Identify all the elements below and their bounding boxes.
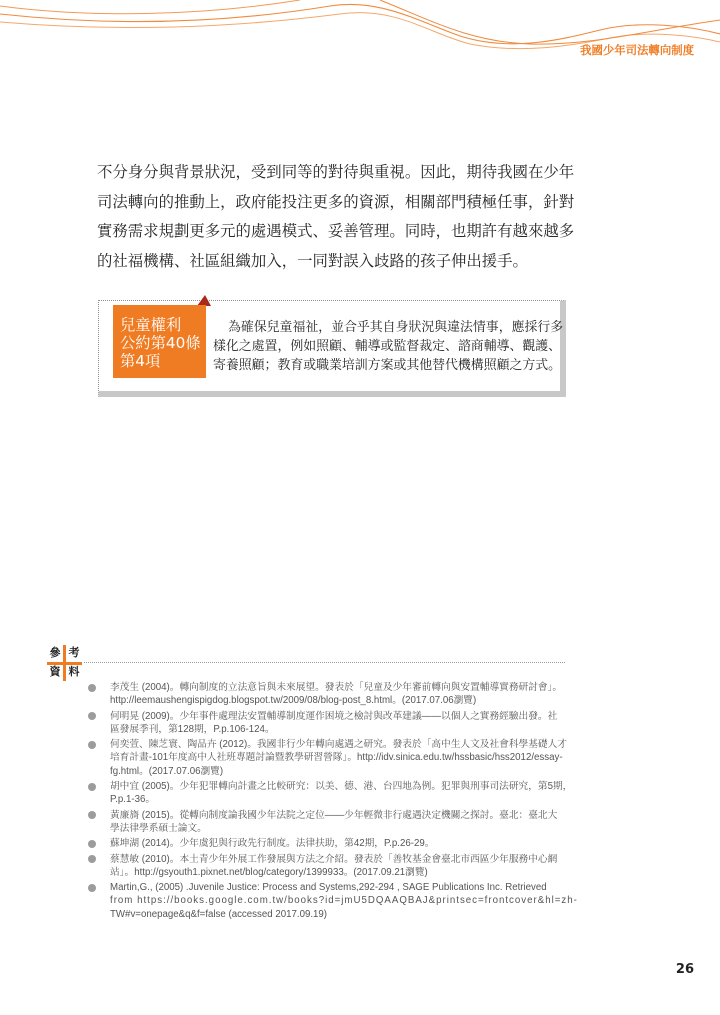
reference-text (110, 881, 578, 921)
reference-item (88, 738, 578, 778)
reference-line: P.p.1-36。 (110, 794, 156, 806)
bullet-dot (88, 783, 96, 791)
heading-char: 參 (49, 646, 61, 659)
reference-line: http://leemaushengispigdog.blogspot.tw/2009/08/blog-post_8.html。(2017.07.06瀏覽) (110, 695, 477, 707)
reference-line: 培育計畫-101年度高中人社班專題討論暨教學研習營隊」。http://idv.sinica.edu.tw/hssbasic/hss2012/essay- (110, 752, 563, 764)
reference-line: fg.html。(2017.07.06瀏覽) (110, 765, 224, 777)
reference-line: 何奕萱、陳芝寰、陶品卉 (2012)。我國非行少年轉向處遇之研究。發表於「高中生人文及社會科學基礎人才 (110, 739, 567, 751)
bullet-dot (88, 811, 96, 819)
callout-label-line: 公約第40條 (120, 334, 201, 352)
reference-list (88, 681, 578, 923)
callout-label-line: 兒童權利 (120, 316, 182, 334)
running-header-title: 我國少年司法轉向制度 (580, 43, 694, 57)
callout-text-line: 寄養照顧；教育或職業培訓方案或其他替代機構照顧之方式。 (213, 358, 562, 373)
heading-char: 考 (68, 646, 80, 659)
reference-text (110, 853, 557, 880)
bullet-dot (88, 840, 96, 848)
reference-line: Martin,G., (2005) .Juvenile Justice: Process and Systems,292-294 , SAGE Publications Inc. Retrieved (110, 882, 547, 894)
body-paragraph (97, 158, 574, 276)
reference-item (88, 881, 578, 921)
reference-line: 何明晃 (2009)。少年事件處理法安置輔導制度運作困境之檢討與改革建議——以個人之實務經驗出發。社 (110, 710, 558, 722)
reference-text (110, 738, 567, 778)
reference-item (88, 853, 578, 880)
reference-line: 蔡慧敏 (2010)。本土青少年外展工作發展與方法之介紹。發表於「善牧基金會臺北市西區少年服務中心網 (110, 853, 558, 865)
reference-item (88, 681, 578, 708)
paragraph-line: 司法轉向的推動上，政府能投注更多的資源，相關部門積極任事，針對 (97, 192, 575, 211)
bullet-dot (88, 855, 96, 863)
references-divider (84, 662, 565, 663)
reference-line: 李茂生 (2004)。轉向制度的立法意旨與未來展望。發表於「兒童及少年審前轉向與安置輔導實務研討會」。 (110, 682, 563, 693)
reference-item (88, 809, 578, 836)
paragraph-line: 不分身分與背景狀況，受到同等的對待與重視。因此，期待我國在少年 (97, 163, 575, 181)
decorative-wave-lines (0, 0, 720, 70)
reference-line: 黃廉旖 (2015)。從轉向制度論我國少年法院之定位——少年輕微非行處遇決定機關之探討。臺北：臺北大 (110, 809, 558, 821)
reference-text (110, 710, 557, 737)
reference-item (88, 837, 578, 850)
reference-line: 胡中宜 (2005)。少年犯罪轉向計畫之比較研究：以美、德、港、台四地為例。犯罪與刑事司法研究，第5期， (110, 781, 573, 793)
paragraph-line: 的社福機構、社區組織加入，一同對誤入歧路的孩子伸出援手。 (97, 251, 528, 270)
references-heading (47, 645, 82, 681)
page-number: 26 (675, 962, 694, 977)
bullet-dot (88, 741, 96, 749)
callout-text-line: 為確保兒童福祉，並合乎其自身狀況與違法情事，應採行多 (228, 320, 564, 335)
reference-line: 站」。http://gsyouth1.pixnet.net/blog/category/1399933。(2017.09.21瀏覽) (110, 866, 428, 878)
bullet-dot (88, 684, 96, 692)
heading-char: 料 (68, 665, 80, 678)
reference-line: from https://books.google.com.tw/books?id=jmU5DQAAQBAJ&printsec=frontcover&hl=zh- (110, 895, 578, 907)
reference-item (88, 710, 578, 737)
reference-line: 學法律學系碩士論文。 (110, 822, 207, 834)
callout-text-line: 樣化之處置，例如照顧、輔導或監督裁定、諮商輔導、觀護、 (213, 339, 562, 354)
paragraph-line: 實務需求規劃更多元的處遇模式、妥善管理。同時，也期許有越來越多 (97, 222, 575, 240)
heading-char: 資 (49, 665, 61, 678)
reference-text (110, 837, 434, 850)
reference-text (110, 681, 562, 708)
bullet-dot (88, 712, 96, 720)
bullet-dot (88, 884, 96, 892)
reference-line: 蘇坤湖 (2014)。少年虞犯與行政先行制度。法律扶助，第42期，P.p.26-29。 (110, 838, 435, 850)
reference-line: 區發展季刊，第128期，P.p.106-124。 (110, 723, 275, 735)
reference-text (110, 780, 572, 807)
callout-label (113, 305, 206, 378)
reference-line: TW#v=onepage&q&f=false (accessed 2017.09.19) (110, 908, 328, 920)
callout-text (213, 318, 563, 375)
reference-text (110, 809, 557, 836)
reference-item (88, 780, 578, 807)
callout-label-line: 第4項 (120, 352, 161, 370)
